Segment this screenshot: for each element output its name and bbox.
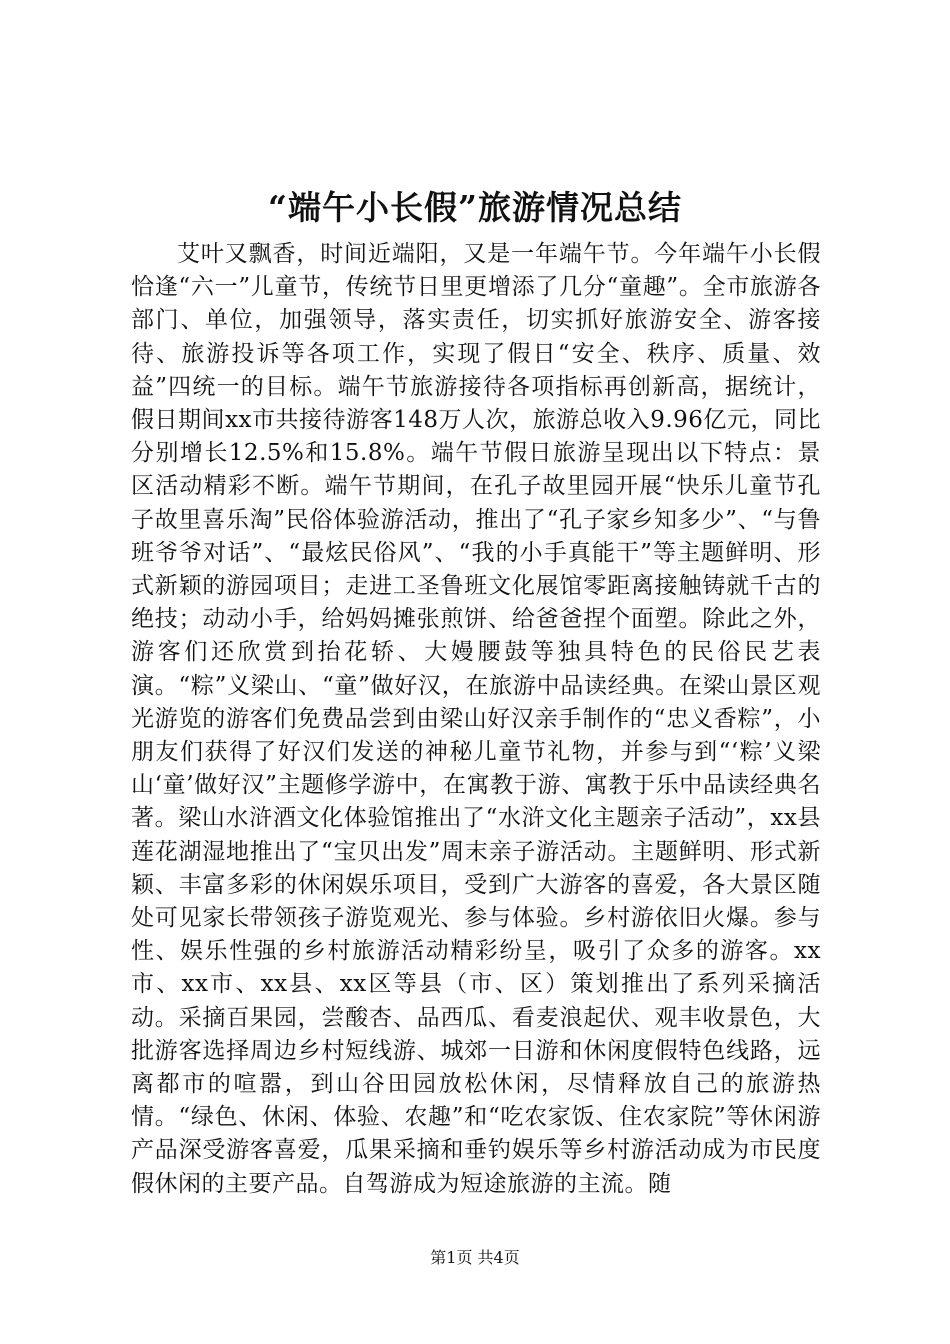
document-title: “端午小长假”旅游情况总结 bbox=[268, 188, 682, 227]
page-number-footer: 第1页 共4页 bbox=[430, 1248, 520, 1267]
document-body-paragraph: 艾叶又飘香，时间近端阳，又是一年端午节。今年端午小长假恰逢“六一”儿童节，传统节日里更增添了几分“童趣”。全市旅游各部门、单位，加强领导，落实责任，切实抓好旅游安全、游客接待、旅游投诉等各项工作，实现了假日“安全、秩序、质量、效益”四统一的目标。端午节旅游接待各项指标再创新高，据统计，假日期间xx市共接待游客148万人次，旅游总收入9.96亿元，同比分别增长12.5%和15.8%。端午节假日旅游呈现出以下特点：景区活动精彩不断。端午节期间，在孔子故里园开展“快乐儿童节孔子故里喜乐淘”民俗体验游活动，推出了“孔子家乡知多少”、“与鲁班爷爷对话”、“最炫民俗风”、“我的小手真能干”等主题鲜明、形式新颖的游园项目；走进工圣鲁班文化展馆零距离接触铸就千古的绝技；动动小手，给妈妈摊张煎饼、给爸爸捏个面塑。除此之外，游客们还欣赏到抬花轿、大嫚腰鼓等独具特色的民俗民艺表演。“粽”义梁山、“童”做好汉，在旅游中品读经典。在梁山景区观光游览的游客们免费品尝到由梁山好汉亲手制作的“忠义香粽”，小朋友们获得了好汉们发送的神秘儿童节礼物，并参与到“‘粽’义梁山‘童’做好汉”主题修学游中，在寓教于游、寓教于乐中品读经典名著。梁山水浒酒文化体验馆推出了“水浒文化主题亲子活动”，xx县莲花湖湿地推出了“宝贝出发”周末亲子游活动。主题鲜明、形式新颖、丰富多彩的休闲娱乐项目，受到广大游客的喜爱，各大景区随处可见家长带领孩子游览观光、参与体验。乡村游依旧火爆。参与性、娱乐性强的乡村旅游活动精彩纷呈，吸引了众多的游客。xx市、xx市、xx县、xx区等县（市、区）策划推出了系列采摘活动。采摘百果园，尝酸杏、品西瓜、看麦浪起伏、观丰收景色，大批游客选择周边乡村短线游、城郊一日游和休闲度假特色线路，远离都市的喧嚣，到山谷田园放松休闲，尽情释放自己的旅游热情。“绿色、休闲、体验、农趣”和“吃农家饭、住农家院”等休闲游产品深受游客喜爱，瓜果采摘和垂钓娱乐等乡村游活动成为市民度假休闲的主要产品。自驾游成为短途旅游的主流。随 bbox=[131, 241, 821, 1197]
